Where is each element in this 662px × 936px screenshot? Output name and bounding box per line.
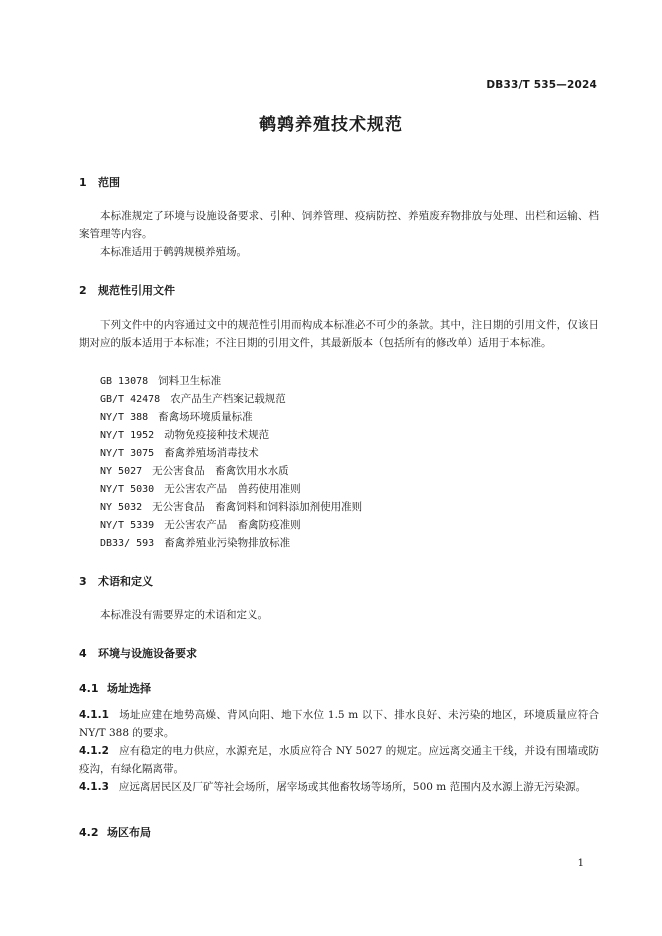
standard-code: DB33/T 535—2024 [486, 79, 597, 91]
clause-number: 4.1.2 [79, 745, 109, 757]
reference-item [100, 463, 289, 478]
reference-item [100, 445, 259, 460]
reference-name: 畜禽养殖场消毒技术 [164, 447, 259, 459]
reference-item [100, 535, 290, 550]
section-number: 2 [79, 284, 87, 297]
reference-name: 动物免疫接种技术规范 [164, 429, 270, 441]
section-title: 环境与设施设备要求 [98, 647, 197, 660]
section-number: 4 [79, 647, 87, 660]
clause-text: 应有稳定的电力供应，水源充足，水质应符合 NY 5027 的规定。应远离交通主干线，并设有围墙或防疫沟，有绿化隔离带。 [79, 745, 599, 775]
subsection-number: 4.1 [79, 682, 99, 695]
reference-code: GB 13078 [100, 376, 149, 387]
reference-code: DB33/ 593 [100, 538, 155, 549]
reference-item [100, 409, 253, 424]
clause-number: 4.1.1 [79, 709, 109, 721]
clause-number: 4.1.3 [79, 781, 109, 793]
reference-code: NY 5027 [100, 466, 143, 477]
clause-text: 场址应建在地势高燥、背风向阳、地下水位 1.5 m 以下、排水良好、未污染的地区，环境质量应符合 NY/T 388 的要求。 [79, 709, 599, 739]
reference-name: 饲料卫生标准 [158, 375, 222, 387]
section-title: 范围 [98, 176, 120, 189]
page-number: 1 [577, 858, 584, 869]
clause-4-1-2 [79, 742, 599, 778]
reference-name: 无公害食品 畜禽饲料和饲料添加剂使用准则 [152, 501, 363, 513]
reference-item [100, 427, 269, 442]
clause-4-1-3 [79, 778, 599, 796]
section-1-heading [79, 174, 120, 190]
scope-paragraph: 本标准规定了环境与设施设备要求、引种、饲养管理、疫病防控、养殖废弃物排放与处理、出栏和运输、档案管理等内容。 [79, 210, 599, 240]
section-title: 规范性引用文件 [98, 284, 175, 297]
reference-code: GB/T 42478 [100, 394, 161, 405]
document-title: 鹌鹑养殖技术规范 [259, 115, 403, 135]
section-title: 术语和定义 [98, 575, 153, 588]
clause-4-1-1 [79, 706, 599, 742]
reference-name: 农产品生产档案记载规范 [170, 393, 286, 405]
normative-refs-intro: 下列文件中的内容通过文中的规范性引用而构成本标准必不可少的条款。其中，注日期的引用文件，仅该日期对应的版本适用于本标准；不注日期的引用文件，其最新版本（包括所有的修改单）适用于本标准。 [79, 319, 599, 349]
reference-item [100, 499, 362, 514]
reference-code: NY/T 5339 [100, 520, 155, 531]
reference-item [100, 481, 301, 496]
section-4-heading [79, 645, 197, 661]
reference-name: 畜禽场环境质量标准 [158, 411, 253, 423]
reference-name: 无公害食品 畜禽饮用水水质 [152, 465, 289, 477]
section-number: 1 [79, 176, 87, 189]
section-3-heading [79, 573, 153, 589]
terms-paragraph: 本标准没有需要界定的术语和定义。 [100, 609, 268, 621]
scope-applicability: 本标准适用于鹌鹑规模养殖场。 [100, 246, 247, 258]
reference-name: 无公害农产品 畜禽防疫准则 [164, 519, 301, 531]
reference-item [100, 391, 286, 406]
reference-item [100, 373, 221, 388]
reference-code: NY/T 5030 [100, 484, 155, 495]
section-2-heading [79, 282, 175, 298]
clause-text: 应远离居民区及厂矿等社会场所，屠宰场或其他畜牧场等场所，500 m 范围内及水源上游无污染源。 [118, 781, 587, 793]
reference-code: NY/T 1952 [100, 430, 155, 441]
reference-name: 畜禽养殖业污染物排放标准 [164, 537, 291, 549]
subsection-title: 场区布局 [107, 826, 151, 839]
section-number: 3 [79, 575, 87, 588]
reference-code: NY 5032 [100, 502, 143, 513]
reference-code: NY/T 3075 [100, 448, 155, 459]
subsection-title: 场址选择 [107, 682, 151, 695]
subsection-number: 4.2 [79, 826, 99, 839]
subsection-4-2-heading [79, 824, 151, 840]
reference-item [100, 517, 301, 532]
reference-code: NY/T 388 [100, 412, 149, 423]
reference-name: 无公害农产品 兽药使用准则 [164, 483, 301, 495]
subsection-4-1-heading [79, 680, 151, 696]
